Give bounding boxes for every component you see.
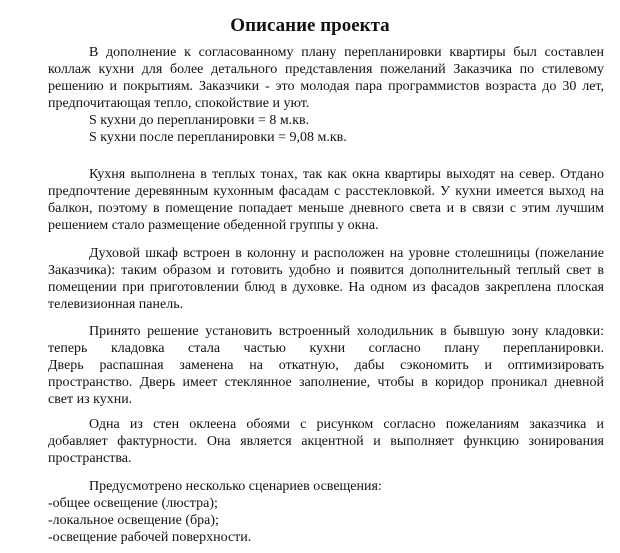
paragraph-line: предпочтение деревянным кухонным фасадам с расстекловкой. У кухни имеется выход на — [48, 184, 604, 199]
lighting-intro: Предусмотрено несколько сценариев освещения: — [89, 479, 382, 494]
paragraph-line: свет из кухни. — [48, 392, 133, 407]
paragraph-line: балкон, поэтому в помещение попадает меньше дневного света и в связи с этим лучшим — [48, 201, 604, 216]
lighting-item: -освещение рабочей поверхности. — [48, 530, 252, 545]
paragraph-line: Дверь распашная заменена на откатную, дабы сэкономить и оптимизировать — [48, 358, 604, 373]
paragraph-intro — [48, 44, 604, 146]
paragraph-line: Кухня выполнена в теплых тонах, так как окна квартиры выходят на север. Отдано — [89, 167, 604, 182]
paragraph-line: В дополнение к согласованному плану перепланировки квартиры был составлен — [89, 45, 604, 60]
paragraph-line: теперь кладовка стала частью кухни согласно плану перепланировки. — [48, 341, 604, 356]
paragraph-colors — [48, 166, 604, 234]
paragraph-line: телевизионная панель. — [48, 297, 184, 312]
paragraph-line: коллаж кухни для более детального представления пожеланий Заказчика по стилевому — [48, 62, 604, 77]
paragraph-line: Принято решение установить встроенный холодильник в бывшую зону кладовки: — [89, 324, 604, 339]
lighting-item: -общее освещение (люстра); — [48, 496, 218, 511]
paragraph-line: предпочитающая тепло, спокойствие и уют. — [48, 96, 310, 111]
lighting-item: -локальное освещение (бра); — [48, 513, 219, 528]
paragraph-wallpaper — [48, 416, 604, 467]
paragraph-line: Заказчика): таким образом и готовить удобно и появится дополнительный теплый свет в — [48, 263, 604, 278]
paragraph-oven — [48, 245, 604, 313]
paragraph-line: решением стало размещение обеденной группы у окна. — [48, 218, 379, 233]
paragraph-line: Духовой шкаф встроен в колонну и расположен на уровне столешницы (пожелание — [89, 246, 604, 261]
paragraph-line: решению и покрытиям. Заказчики - это молодая пара программистов возраста до 30 лет, — [48, 79, 604, 94]
paragraph-line: пространства. — [48, 451, 132, 466]
area-before-text: S кухни до перепланировки = 8 м.кв. — [89, 113, 310, 128]
paragraph-line: добавляет фактурности. Она является акцентной и выполняет функцию зонирования — [48, 434, 604, 449]
paragraph-line: помещении при приготовлении блюд в духовке. На одном из фасадов закреплена плоская — [48, 280, 604, 295]
paragraph-line: Одна из стен оклеена обоями с рисунком согласно пожеланиям заказчика и — [89, 417, 604, 432]
page-title: Описание проекта — [230, 15, 390, 36]
lighting-section — [48, 478, 604, 546]
paragraph-line: пространство. Дверь имеет стеклянное заполнение, чтобы в коридор проникал дневной — [48, 375, 604, 390]
area-after-text: S кухни после перепланировки = 9,08 м.кв. — [89, 130, 347, 145]
paragraph-fridge — [48, 323, 604, 408]
